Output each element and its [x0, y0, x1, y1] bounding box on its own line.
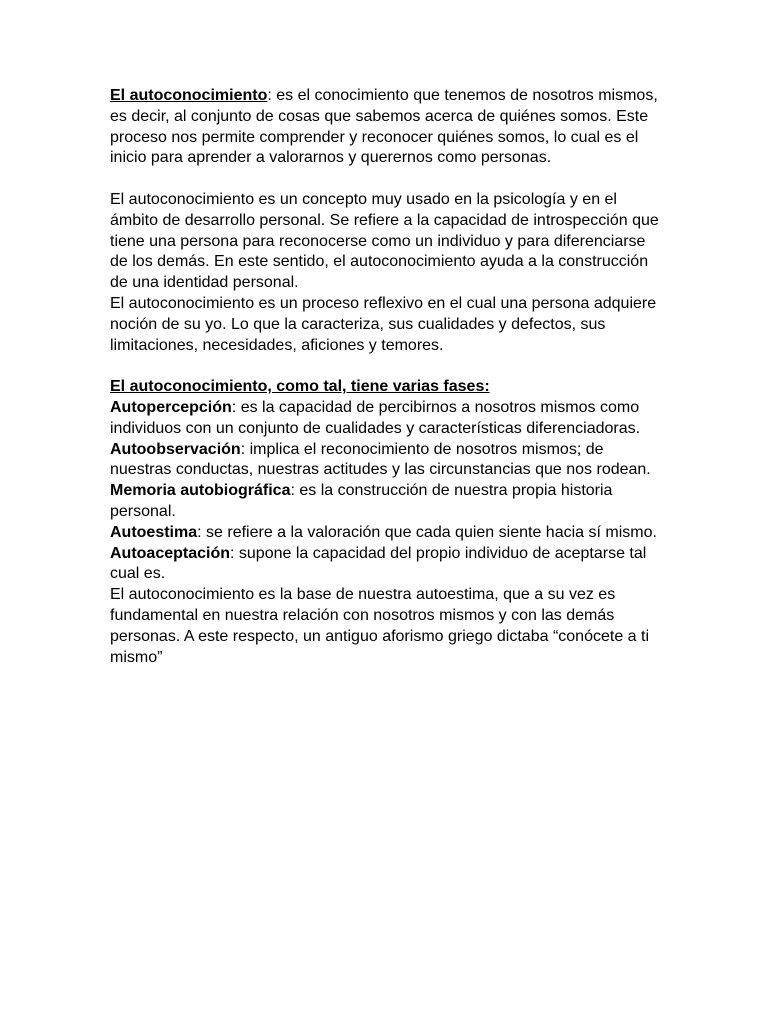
phase-item — [110, 523, 662, 544]
conclusion-paragraph: El autoconocimiento es la base de nuestra autoestima, que a su vez es fundamental en nuestra relación con nosotros mismos y con las demás personas. A este respecto, un antiguo aforismo griego dictaba “conócete a ti mismo” — [110, 586, 649, 666]
phase-item — [110, 544, 662, 586]
document-body — [110, 86, 662, 668]
phase-text: : es la construcción de nuestra propia historia personal. — [110, 482, 613, 520]
phase-term: Autoaceptación — [110, 544, 231, 562]
phase-text: : es la capacidad de percibirnos a nosotros mismos como individuos con un conjunto de cualidades y características diferenciadoras. — [110, 398, 641, 437]
phases-heading-text: El autoconocimiento, como tal, tiene varias fases: — [110, 378, 490, 396]
intro-text: : es el conocimiento que tenemos de nosotros mismos, es decir, al conjunto de cosas que sabemos acerca de quiénes somos. Este proceso nos permite comprender y reconocer quiénes somos, lo cual es el inicio para aprender a valorarnos y querernos como personas. — [110, 87, 658, 167]
paragraph-2: El autoconocimiento es un concepto muy usado en la psicología y en el ámbito de desarrollo personal. Se refiere a la capacidad de introspección que tiene una persona para reconocerse como un individuo y para diferenciarse de los demás. En este sentido, el autoconocimiento ayuda a la construcción de una identidad personal. — [110, 190, 659, 292]
phase-text: : implica el reconocimiento de nosotros mismos; de nuestras conductas, nuestras actitudes y las circunstancias que nos rodean. — [110, 440, 651, 479]
paragraph-spacer — [110, 169, 662, 190]
phase-term: Autoobservación — [110, 440, 241, 458]
phase-text: : se refiere a la valoración que cada quien siente hacia sí mismo. — [197, 523, 657, 541]
paragraph-3: El autoconocimiento es un proceso reflexivo en el cual una persona adquiere noción de su yo. Lo que la caracteriza, sus cualidades y defectos, sus limitaciones, necesidades, aficiones y temores. — [110, 294, 657, 354]
phase-text: : supone la capacidad del propio individuo de aceptarse tal cual es. — [110, 544, 647, 583]
phase-item — [110, 398, 662, 440]
phases-heading — [110, 377, 662, 398]
phase-item — [110, 440, 662, 482]
intro-term: El autoconocimiento — [110, 87, 268, 104]
phase-term: Autoestima — [110, 523, 198, 541]
phase-term: Memoria autobiográfica — [110, 482, 291, 500]
phase-term: Autopercepción — [110, 398, 232, 416]
phase-item — [110, 481, 662, 523]
paragraph-spacer — [110, 356, 662, 377]
intro-paragraph — [110, 86, 662, 169]
